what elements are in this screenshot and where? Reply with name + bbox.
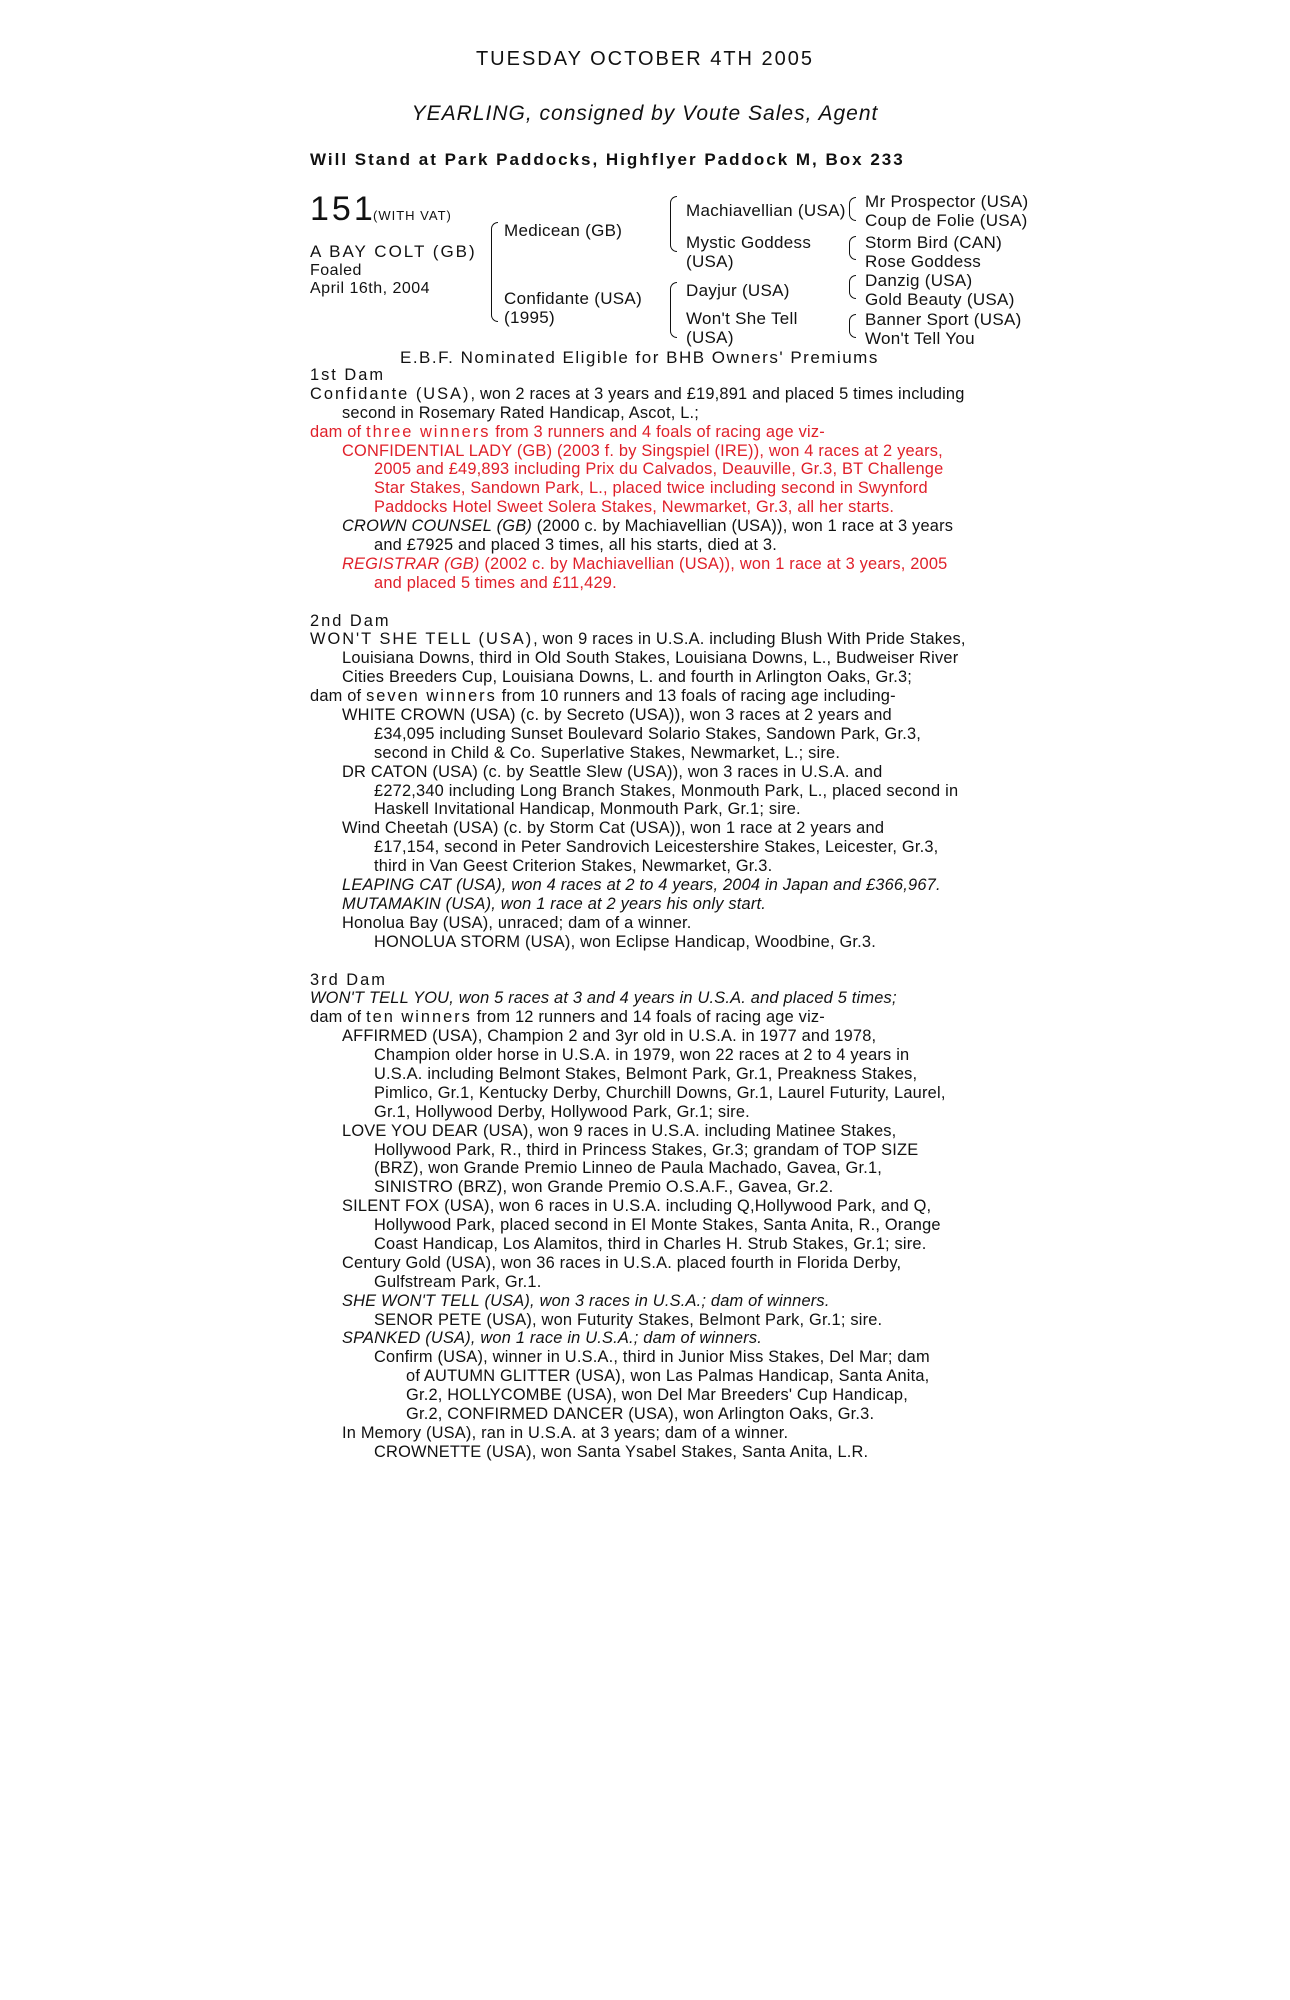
- pedigree-sdd: Rose Goddess: [865, 252, 982, 271]
- first-dam-name: Confidante (USA): [310, 384, 471, 403]
- produce-confidential-lady-detail: Star Stakes, Sandown Park, L., placed twice including second in Swynford: [374, 479, 928, 498]
- produce-in-memory: In Memory (USA), ran in U.S.A. at 3 years; dam of a winner.: [342, 1423, 789, 1442]
- third-dam-heading: 3rd Dam: [310, 970, 387, 989]
- first-dam-line: second in Rosemary Rated Handicap, Ascot, L.;: [342, 403, 700, 422]
- produce-wind-cheetah: Wind Cheetah (USA) (c. by Storm Cat (USA)), won 1 race at 2 years and: [342, 819, 885, 838]
- pedigree-brace-dam: [670, 282, 677, 338]
- produce-affirmed-detail: Pimlico, Gr.1, Kentucky Derby, Churchill Downs, Gr.1, Laurel Futurity, Laurel,: [374, 1083, 946, 1102]
- pedigree-sd-country: (USA): [686, 252, 734, 271]
- produce-white-crown-detail: second in Child & Co. Superlative Stakes, Newmarket, L.; sire.: [374, 743, 841, 762]
- pedigree-brace-sire: [670, 196, 677, 252]
- sale-date: TUESDAY OCTOBER 4TH 2005: [475, 48, 815, 70]
- produce-honolua-storm: HONOLUA STORM (USA), won Eclipse Handicap, Woodbine, Gr.3.: [374, 932, 876, 951]
- produce-registrar: REGISTRAR (GB) (2002 c. by Machiavellian (USA)), won 1 race at 3 years, 2005: [342, 554, 948, 573]
- produce-love-you-dear-detail: Hollywood Park, R., third in Princess Stakes, Gr.3; grandam of TOP SIZE: [374, 1140, 919, 1159]
- produce-crown-counsel: CROWN COUNSEL (GB) (2000 c. by Machiavellian (USA)), won 1 race at 3 years: [342, 517, 954, 536]
- third-dam-line: WON'T TELL YOU, won 5 races at 3 and 4 years in U.S.A. and placed 5 times;: [310, 989, 897, 1008]
- consignment-line: YEARLING, consigned by Voute Sales, Agent: [411, 102, 879, 125]
- pedigree-dd: Won't She Tell: [686, 309, 798, 328]
- pedigree-dds: Banner Sport (USA): [865, 310, 1022, 329]
- nomination-line: E.B.F. Nominated Eligible for BHB Owners' Premiums: [400, 348, 879, 367]
- produce-dr-caton-detail: £272,340 including Long Branch Stakes, Monmouth Park, L., placed second in: [374, 781, 959, 800]
- pedigree-dam-year: (1995): [504, 308, 555, 327]
- pedigree-ss: Machiavellian (USA): [686, 201, 846, 220]
- produce-confirm-detail: Gr.2, CONFIRMED DANCER (USA), won Arlington Oaks, Gr.3.: [406, 1404, 875, 1423]
- produce-confirm-detail: Gr.2, HOLLYCOMBE (USA), won Del Mar Breeders' Cup Handicap,: [406, 1386, 908, 1405]
- foaled-date: April 16th, 2004: [310, 280, 431, 297]
- produce-affirmed-detail: Gr.1, Hollywood Derby, Hollywood Park, Gr.1; sire.: [374, 1102, 750, 1121]
- pedigree-ssd: Coup de Folie (USA): [865, 211, 1028, 230]
- second-dam-heading: 2nd Dam: [310, 611, 391, 630]
- pedigree-brace-1: [849, 197, 856, 221]
- produce-registrar-detail: and placed 5 times and £11,429.: [374, 573, 617, 592]
- produce-confirm-detail: of AUTUMN GLITTER (USA), won Las Palmas Handicap, Santa Anita,: [406, 1367, 930, 1386]
- produce-mutamakin: MUTAMAKIN (USA), won 1 race at 2 years his only start.: [342, 894, 767, 913]
- produce-silent-fox-detail: Coast Handicap, Los Alamitos, third in Charles H. Strub Stakes, Gr.1; sire.: [374, 1234, 927, 1253]
- produce-affirmed-detail: Champion older horse in U.S.A. in 1979, won 22 races at 2 to 4 years in: [374, 1046, 910, 1065]
- pedigree-sd: Mystic Goddess: [686, 233, 812, 252]
- third-dam-summary: dam of ten winners from 12 runners and 14 foals of racing age viz-: [310, 1008, 825, 1027]
- produce-crown-counsel-detail: and £7925 and placed 3 times, all his starts, died at 3.: [374, 536, 777, 555]
- produce-senor-pete: SENOR PETE (USA), won Futurity Stakes, Belmont Park, Gr.1; sire.: [374, 1310, 883, 1329]
- pedigree-sss: Mr Prospector (USA): [865, 192, 1029, 211]
- produce-white-crown-detail: £34,095 including Sunset Boulevard Solario Stakes, Sandown Park, Gr.3,: [374, 724, 922, 743]
- pedigree-sire: Medicean (GB): [504, 221, 623, 240]
- produce-affirmed-detail: U.S.A. including Belmont Stakes, Belmont Park, Gr.1, Preakness Stakes,: [374, 1064, 918, 1083]
- produce-affirmed: AFFIRMED (USA), Champion 2 and 3yr old in U.S.A. in 1977 and 1978,: [342, 1027, 877, 1046]
- produce-spanked: SPANKED (USA), won 1 race in U.S.A.; dam of winners.: [342, 1329, 763, 1348]
- produce-confidential-lady-detail: 2005 and £49,893 including Prix du Calvados, Deauville, Gr.3, BT Challenge: [374, 460, 944, 479]
- pedigree-brace-2: [849, 236, 856, 260]
- produce-century-gold-detail: Gulfstream Park, Gr.1.: [374, 1272, 542, 1291]
- lot-description: A BAY COLT (GB): [310, 242, 477, 261]
- second-dam-line: Louisiana Downs, third in Old South Stakes, Louisiana Downs, L., Budweiser River: [342, 649, 959, 668]
- pedigree-dss: Danzig (USA): [865, 271, 973, 290]
- produce-honolua-bay: Honolua Bay (USA), unraced; dam of a winner.: [342, 913, 692, 932]
- second-dam-line: Cities Breeders Cup, Louisiana Downs, L. and fourth in Arlington Oaks, Gr.3;: [342, 668, 913, 687]
- first-dam-summary: dam of three winners from 3 runners and 4 foals of racing age viz-: [310, 422, 825, 441]
- produce-confidential-lady-detail: Paddocks Hotel Sweet Solera Stakes, Newmarket, Gr.3, all her starts.: [374, 498, 895, 517]
- first-dam-line: Confidante (USA), won 2 races at 3 years and £19,891 and placed 5 times including: [310, 384, 965, 403]
- produce-love-you-dear: LOVE YOU DEAR (USA), won 9 races in U.S.A. including Matinee Stakes,: [342, 1121, 897, 1140]
- produce-dr-caton-detail: Haskell Invitational Handicap, Monmouth Park, Gr.1; sire.: [374, 800, 801, 819]
- produce-white-crown: WHITE CROWN (USA) (c. by Secreto (USA)), won 3 races at 2 years and: [342, 706, 892, 725]
- produce-record: [310, 366, 990, 1462]
- produce-crownette: CROWNETTE (USA), won Santa Ysabel Stakes, Santa Anita, L.R.: [374, 1442, 869, 1461]
- second-dam-summary: dam of seven winners from 10 runners and 13 foals of racing age including-: [310, 687, 896, 706]
- second-dam-line: WON'T SHE TELL (USA), won 9 races in U.S.A. including Blush With Pride Stakes,: [310, 630, 966, 649]
- produce-love-you-dear-detail: SINISTRO (BRZ), won Grande Premio O.S.A.F., Gavea, Gr.2.: [374, 1178, 834, 1197]
- first-dam-heading: 1st Dam: [310, 366, 386, 384]
- stand-location: Will Stand at Park Paddocks, Highflyer Paddock M, Box 233: [310, 150, 905, 169]
- produce-silent-fox: SILENT FOX (USA), won 6 races in U.S.A. including Q,Hollywood Park, and Q,: [342, 1197, 932, 1216]
- pedigree-dd-country: (USA): [686, 328, 734, 347]
- lot-number: 151: [310, 190, 376, 228]
- pedigree-brace-3: [849, 275, 856, 299]
- pedigree-sds: Storm Bird (CAN): [865, 233, 1003, 252]
- pedigree-dsd: Gold Beauty (USA): [865, 290, 1015, 309]
- produce-leaping-cat: LEAPING CAT (USA), won 4 races at 2 to 4 years, 2004 in Japan and £366,967.: [342, 876, 941, 895]
- produce-wind-cheetah-detail: third in Van Geest Criterion Stakes, Newmarket, Gr.3.: [374, 857, 773, 876]
- pedigree-ddd: Won't Tell You: [865, 329, 975, 348]
- produce-wind-cheetah-detail: £17,154, second in Peter Sandrovich Leicestershire Stakes, Leicester, Gr.3,: [374, 838, 939, 857]
- pedigree-ds: Dayjur (USA): [686, 281, 790, 300]
- produce-love-you-dear-detail: (BRZ), won Grande Premio Linneo de Paula Machado, Gavea, Gr.1,: [374, 1159, 883, 1178]
- foaled-label: Foaled: [310, 262, 362, 279]
- produce-confirm: Confirm (USA), winner in U.S.A., third in Junior Miss Stakes, Del Mar; dam: [374, 1348, 930, 1367]
- produce-she-wont-tell: SHE WON'T TELL (USA), won 3 races in U.S.A.; dam of winners.: [342, 1291, 830, 1310]
- pedigree-brace-main: [491, 222, 498, 322]
- pedigree-brace-4: [849, 314, 856, 338]
- produce-century-gold: Century Gold (USA), won 36 races in U.S.A. placed fourth in Florida Derby,: [342, 1253, 902, 1272]
- pedigree-dam: Confidante (USA): [504, 289, 643, 308]
- produce-confidential-lady: CONFIDENTIAL LADY (GB) (2003 f. by Singspiel (IRE)), won 4 races at 2 years,: [342, 441, 943, 460]
- vat-note: (WITH VAT): [373, 208, 452, 223]
- produce-silent-fox-detail: Hollywood Park, placed second in El Monte Stakes, Santa Anita, R., Orange: [374, 1216, 941, 1235]
- produce-dr-caton: DR CATON (USA) (c. by Seattle Slew (USA)), won 3 races in U.S.A. and: [342, 762, 883, 781]
